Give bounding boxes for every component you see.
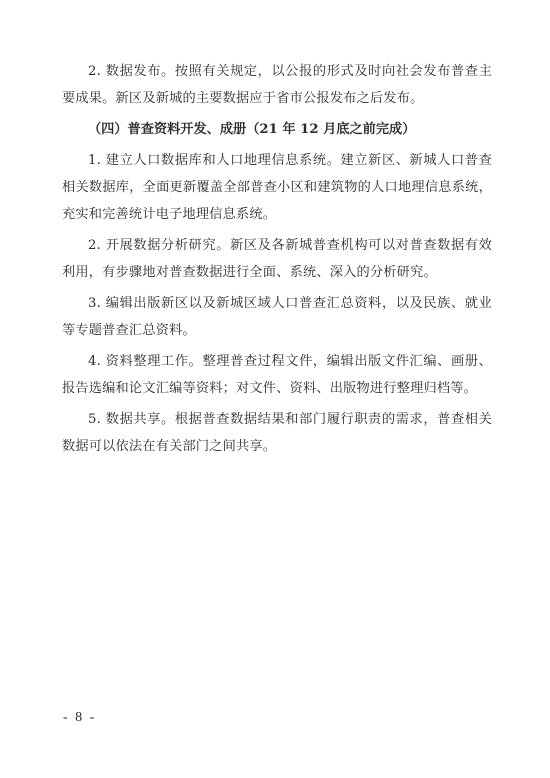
paragraph-analysis: 2. 开展数据分析研究。新区及各新城普查机构可以对普查数据有效利用，有步骤地对普查数据进行全面、系统、深入的分析研究。 [62,238,492,280]
paragraph-publishing: 3. 编辑出版新区以及新城区域人口普查汇总资料，以及民族、就业等专题普查汇总资料。 [62,296,492,338]
paragraph-data-sharing: 5. 数据共享。根据普查数据结果和部门履行职责的需求，普查相关数据可以依法在有关部门之间共享。 [62,412,492,454]
document-body [62,58,492,464]
paragraph-data-release: 2. 数据发布。按照有关规定，以公报的形式及时向社会发布普查主要成果。新区及新城的主要数据应于省市公报发布之后发布。 [62,64,492,106]
page-number: - 8 - [63,710,97,725]
section-heading-materials: （四）普查资料开发、成册（21 年 12 月底之前完成） [88,122,416,137]
paragraph-archiving: 4. 资料整理工作。整理普查过程文件，编辑出版文件汇编、画册、报告选编和论文汇编等资料；对文件、资料、出版物进行整理归档等。 [62,354,492,396]
paragraph-database: 1. 建立人口数据库和人口地理信息系统。建立新区、新城人口普查相关数据库，全面更新覆盖全部普查小区和建筑物的人口地理信息系统，充实和完善统计电子地理信息系统。 [62,153,492,222]
